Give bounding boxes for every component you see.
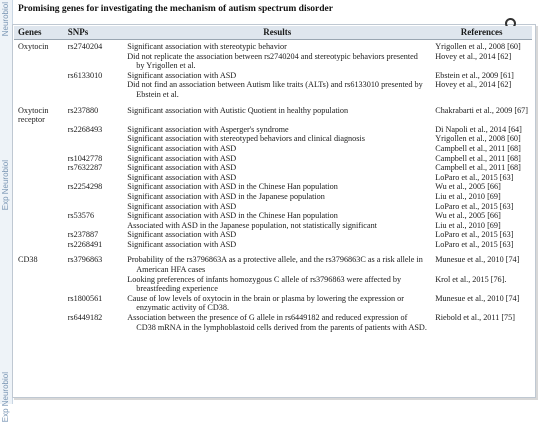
table-row bbox=[14, 182, 532, 211]
cell-snp: rs6449182 bbox=[67, 313, 103, 323]
table-row bbox=[14, 211, 532, 230]
cell-references bbox=[431, 313, 532, 338]
table-row bbox=[14, 71, 532, 106]
cell-snp: rs237880 bbox=[67, 105, 99, 115]
reference-line: LoParo et al., 2015 [63] bbox=[435, 230, 514, 240]
table-row bbox=[14, 255, 532, 293]
table-row bbox=[14, 294, 532, 313]
reference-line: Liu et al., 2010 [69] bbox=[435, 220, 501, 230]
result-line: Association between the presence of G allele in rs6449182 and reduced expression of bbox=[127, 313, 408, 323]
reference-line: Munesue et al., 2010 [74] bbox=[435, 293, 520, 303]
result-line: Significant association with ASD bbox=[127, 172, 237, 182]
result-line: Significant association with ASD in the Chinese Han population bbox=[127, 182, 338, 192]
table-row bbox=[14, 163, 532, 182]
cell-gene bbox=[14, 211, 64, 230]
result-line: Significant association with ASD bbox=[127, 70, 237, 80]
header-references: References bbox=[431, 26, 532, 40]
reference-line: Hovey et al., 2014 [62] bbox=[435, 80, 512, 90]
reference-line: Krol et al., 2015 [76]. bbox=[435, 274, 507, 284]
result-line: American HFA cases bbox=[136, 265, 206, 275]
cell-results bbox=[123, 294, 431, 313]
result-line: Significant association with ASD in the Chinese Han population bbox=[127, 211, 338, 221]
cell-results bbox=[123, 40, 431, 71]
result-line: Significant association with Autistic Quotient in healthy population bbox=[127, 105, 349, 115]
cell-results bbox=[123, 163, 431, 182]
cell-results bbox=[123, 230, 431, 240]
reference-line: Hovey et al., 2014 [62] bbox=[435, 51, 512, 61]
cell-snp: rs2740204 bbox=[67, 42, 103, 51]
cell-snp: rs237887 bbox=[67, 230, 99, 240]
cell-snp: rs1042778 bbox=[67, 153, 103, 163]
header-results: Results bbox=[123, 26, 431, 40]
cell-gene bbox=[14, 125, 64, 154]
result-line: Significant association with ASD bbox=[127, 201, 237, 211]
cell-references bbox=[431, 40, 532, 71]
side-label-top: Neurobiol bbox=[1, 2, 10, 37]
table-header-row bbox=[14, 26, 532, 40]
table-row bbox=[14, 125, 532, 154]
cell-references bbox=[431, 294, 532, 313]
reference-line: Campbell et al., 2011 [68] bbox=[435, 163, 521, 173]
result-line: by Yrigollen et al. bbox=[136, 61, 196, 71]
cell-results bbox=[123, 240, 431, 256]
side-label-middle: Exp Neurobiol bbox=[1, 160, 10, 211]
cell-gene bbox=[14, 163, 64, 182]
table-body bbox=[14, 40, 532, 339]
cell-gene: Oxytocin receptor bbox=[18, 105, 49, 125]
cell-gene bbox=[14, 240, 64, 256]
cell-results bbox=[123, 313, 431, 338]
result-line: Significant association with stereotypic behavior bbox=[127, 42, 287, 51]
reference-line: Wu et al., 2005 [66] bbox=[435, 211, 501, 221]
reference-line: LoParo et al., 2015 [63] bbox=[435, 239, 514, 249]
reference-line: Campbell et al., 2011 [68] bbox=[435, 153, 521, 163]
cell-gene bbox=[14, 294, 64, 313]
table-title: Promising genes for investigating the mechanism of autism spectrum disorder bbox=[18, 4, 333, 14]
cell-gene bbox=[14, 230, 64, 240]
result-line: Significant association with ASD bbox=[127, 153, 237, 163]
cell-references bbox=[431, 71, 532, 106]
table-row bbox=[14, 40, 532, 71]
result-line: Significant association with ASD bbox=[127, 230, 237, 240]
result-line: Significant association with Asperger's syndrome bbox=[127, 124, 289, 134]
cell-gene bbox=[14, 154, 64, 164]
cell-references bbox=[431, 154, 532, 164]
cell-results bbox=[123, 125, 431, 154]
result-line: Looking preferences of infants homozygous C allele of rs3796863 were affected by bbox=[127, 274, 402, 284]
cell-snp: rs2268493 bbox=[67, 124, 103, 134]
reference-line bbox=[435, 265, 528, 275]
cell-gene: CD38 bbox=[18, 255, 38, 265]
reference-line: LoParo et al., 2015 [63] bbox=[435, 172, 514, 182]
cell-references bbox=[431, 230, 532, 240]
result-line: Significant association with stereotyped behaviors and clinical diagnosis bbox=[127, 134, 365, 144]
cell-snp: rs7632287 bbox=[67, 163, 103, 173]
cell-gene: Oxytocin bbox=[18, 42, 49, 51]
cell-references bbox=[431, 106, 532, 125]
cell-references bbox=[431, 182, 532, 211]
result-line: enzymatic activity of CD38. bbox=[136, 303, 230, 313]
reference-line: Ebstein et al., 2009 [61] bbox=[435, 70, 514, 80]
header-genes: Genes bbox=[14, 26, 64, 40]
result-line: Did not find an association between Autism like traits (ALTs) and rs6133010 presented by bbox=[127, 80, 423, 90]
result-line: breastfeeding experience bbox=[136, 284, 218, 294]
reference-line: LoParo et al., 2015 [63] bbox=[435, 201, 514, 211]
cell-gene bbox=[14, 182, 64, 211]
result-line: Cause of low levels of oxytocin in the brain or plasma by lowering the expression or bbox=[127, 293, 404, 303]
table-row bbox=[14, 240, 532, 256]
cell-gene bbox=[14, 313, 64, 338]
cell-references bbox=[431, 125, 532, 154]
side-label-bottom: Exp Neurobiol bbox=[1, 372, 10, 422]
reference-line: Wu et al., 2005 [66] bbox=[435, 182, 501, 192]
cell-results bbox=[123, 211, 431, 230]
cell-references bbox=[431, 163, 532, 182]
cell-snp: rs53576 bbox=[67, 211, 95, 221]
result-line: Did not replicate the association between rs2740204 and stereotypic behaviors presented bbox=[127, 51, 418, 61]
result-line: Significant association with ASD bbox=[127, 163, 237, 173]
reference-line: Di Napoli et al., 2014 [64] bbox=[435, 124, 522, 134]
reference-line: Yrigollen et al., 2008 [60] bbox=[435, 42, 521, 51]
genes-table bbox=[14, 26, 532, 338]
cell-results bbox=[123, 106, 431, 125]
result-line: Significant association with ASD in the Japanese population bbox=[127, 191, 325, 201]
cell-results bbox=[123, 154, 431, 164]
cell-snp: rs1800561 bbox=[67, 293, 103, 303]
cell-references bbox=[431, 211, 532, 230]
result-line: CD38 mRNA in the lymphoblastoid cells derived from the parents of patients with ASD. bbox=[136, 322, 427, 332]
result-line: Associated with ASD in the Japanese population, not statistically significant bbox=[127, 220, 377, 230]
reference-line: Chakrabarti et al., 2009 [67] bbox=[435, 105, 528, 115]
reference-line: Munesue et al., 2010 [74] bbox=[435, 255, 520, 265]
reference-line: Yrigollen et al., 2008 [60] bbox=[435, 134, 521, 144]
cell-snp: rs3796863 bbox=[67, 255, 103, 265]
table-row bbox=[14, 313, 532, 338]
cell-results bbox=[123, 182, 431, 211]
reference-line: Campbell et al., 2011 [68] bbox=[435, 143, 521, 153]
cell-snp: rs6133010 bbox=[67, 70, 103, 80]
cell-gene bbox=[14, 71, 64, 106]
result-line: Significant association with ASD bbox=[127, 239, 237, 249]
cell-results bbox=[123, 71, 431, 106]
cell-references bbox=[431, 240, 532, 256]
cell-snp: rs2268491 bbox=[67, 239, 103, 249]
cell-snp: rs2254298 bbox=[67, 182, 103, 192]
table-row bbox=[14, 230, 532, 240]
table-row bbox=[14, 154, 532, 164]
reference-line: Liu et al., 2010 [69] bbox=[435, 191, 501, 201]
table-row bbox=[14, 106, 532, 125]
reference-line: Riebold et al., 2011 [75] bbox=[435, 313, 515, 323]
result-line: Ebstein et al. bbox=[136, 89, 179, 99]
cell-results bbox=[123, 255, 431, 293]
result-line: Significant association with ASD bbox=[127, 143, 237, 153]
header-snps: SNPs bbox=[64, 26, 124, 40]
result-line: Probability of the rs3796863A as a protective allele, and the rs3796863C as a risk allele in bbox=[127, 255, 423, 265]
cell-references bbox=[431, 255, 532, 293]
